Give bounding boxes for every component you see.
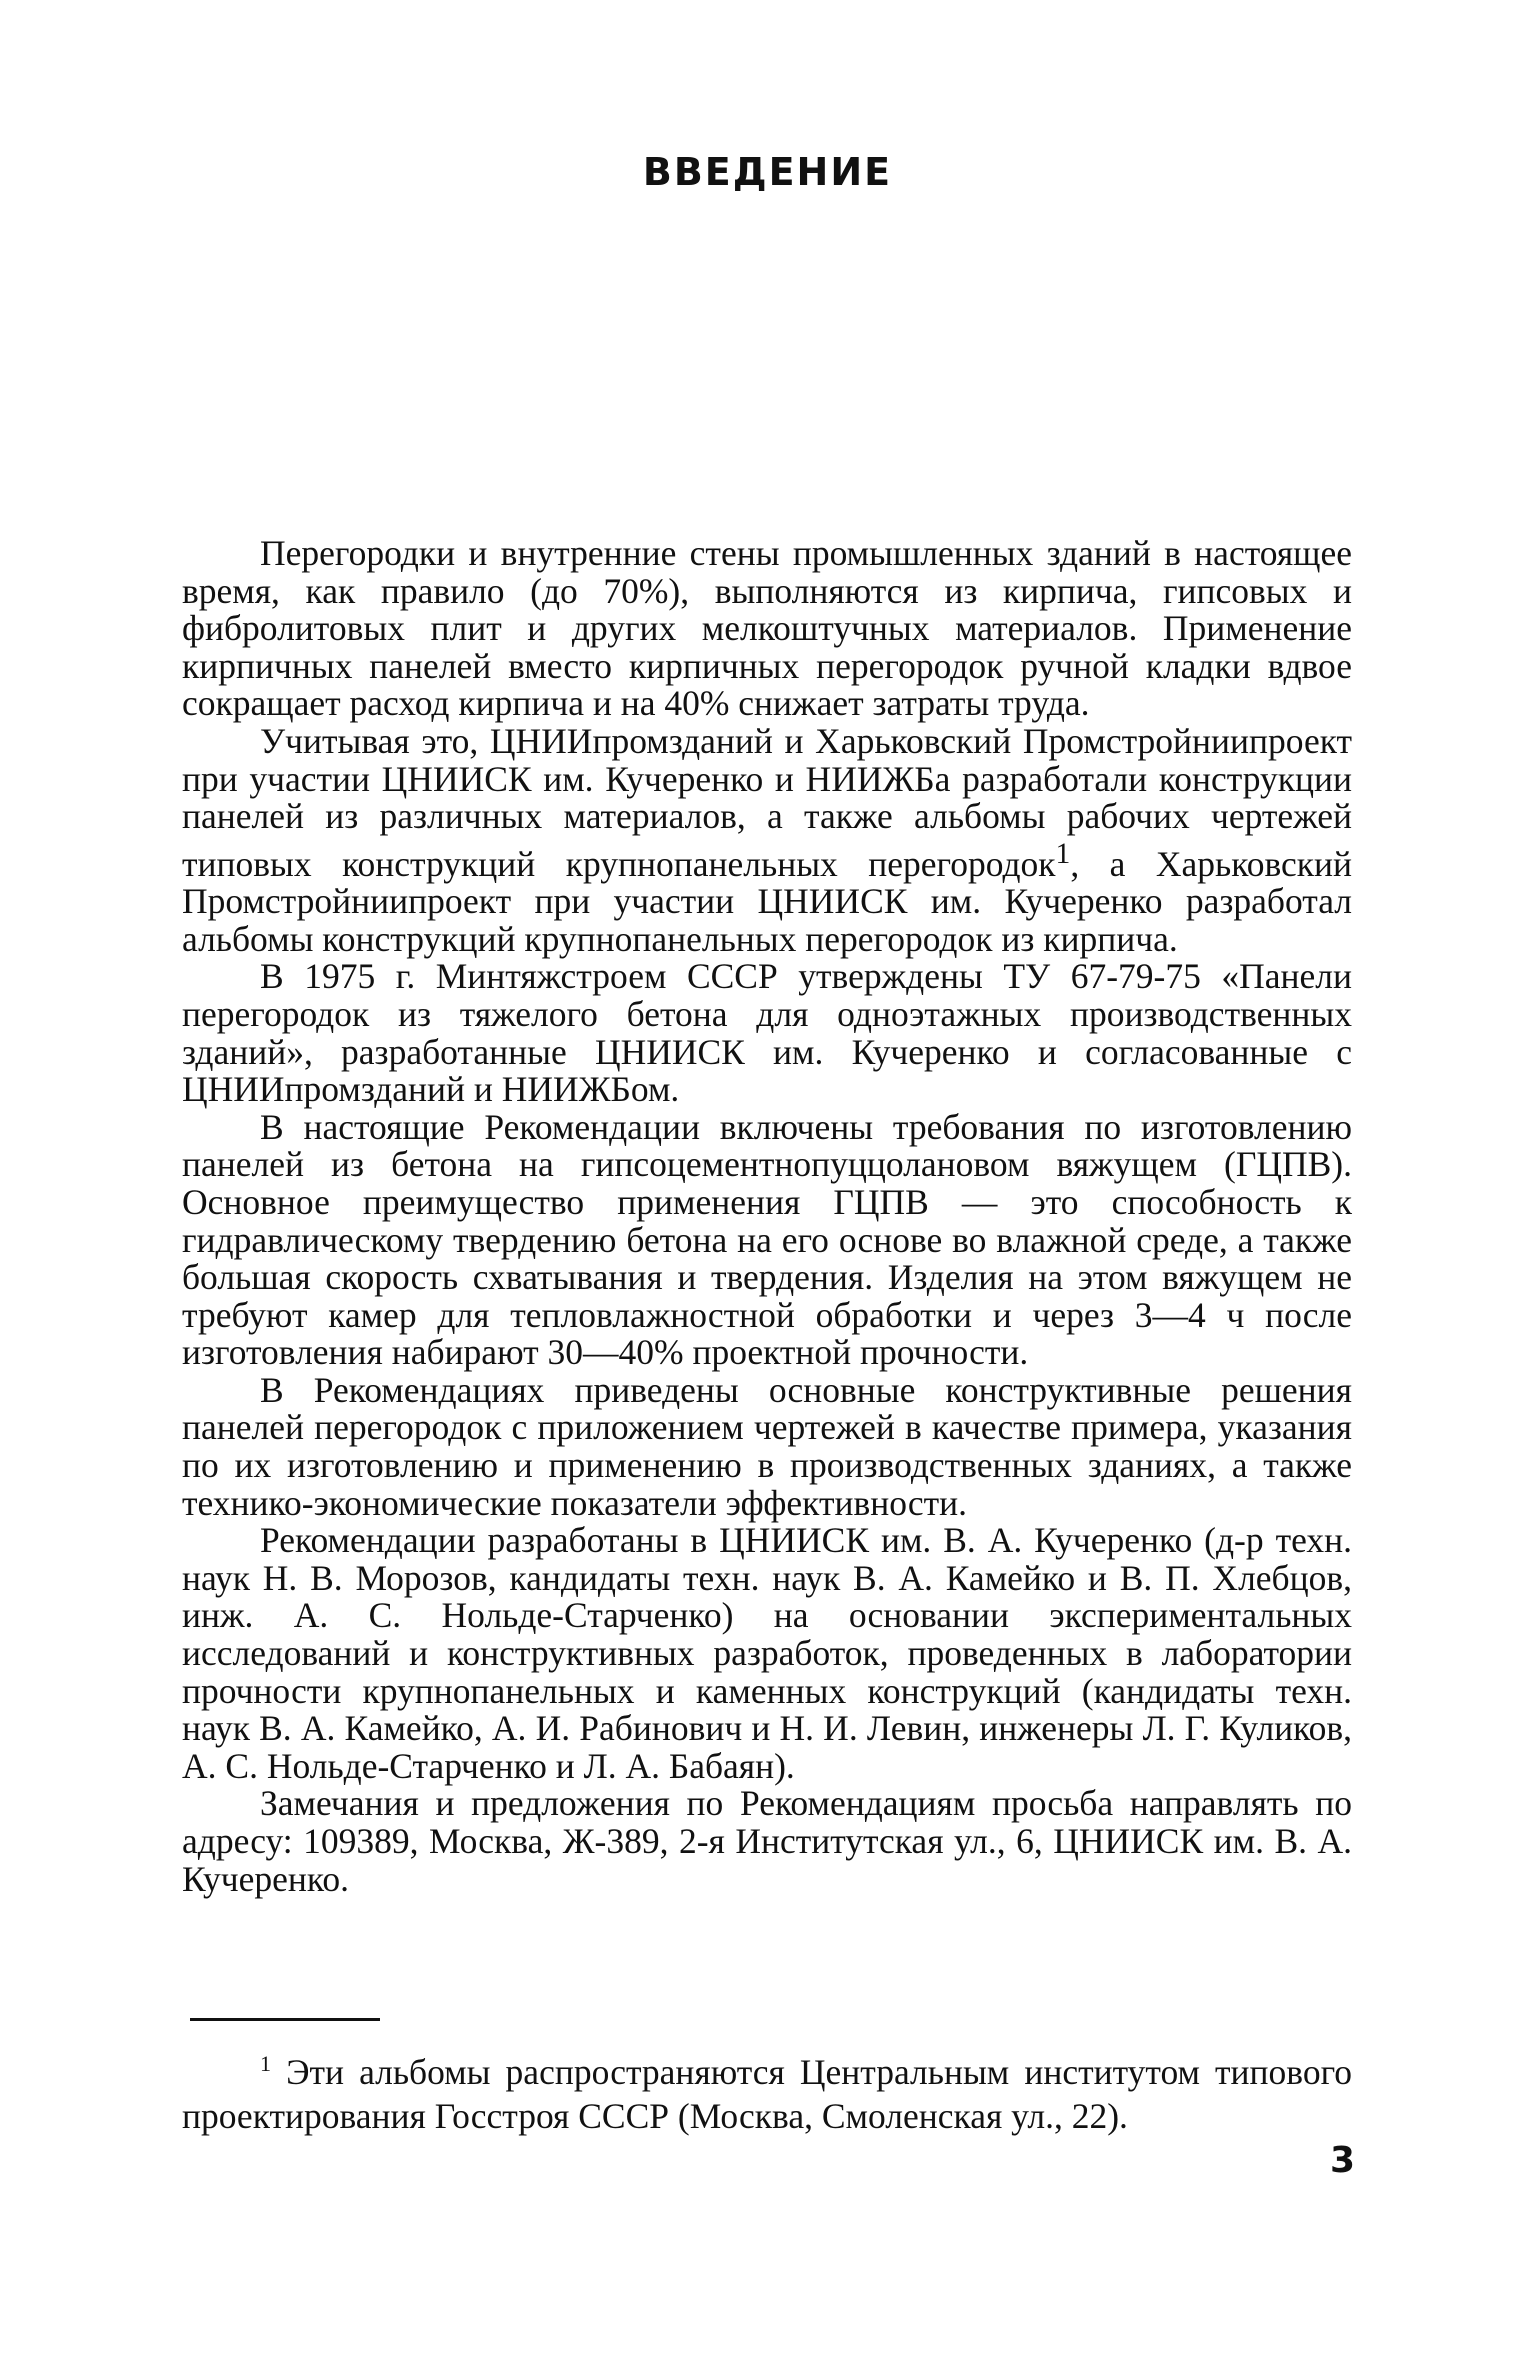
page-number: 3 (1329, 2140, 1355, 2181)
footnote-marker: 1 (260, 2051, 271, 2077)
paragraph-1: Перегородки и внутренние стены промышленных зданий в настоящее время, как правило (до 70%), выполняются из кирпича, гипсовых и фибролитовых плит и других мелкоштучных материалов. Применение кирпичных панелей вместо кирпичных перегородок ручной кладки вдвое сокращает расход кирпича и на 40% снижает затраты труда. (182, 533, 1352, 724)
body-text (182, 535, 1352, 1898)
paragraph-6: Рекомендации разработаны в ЦНИИСК им. В. А. Кучеренко (д-р техн. наук Н. В. Морозов, кандидаты техн. наук В. А. Камейко и В. П. Хлебцов, инж. А. С. Нольде-Старченко) на основании экспериментальных исследований и конструктивных разработок, проведенных в лаборатории прочности крупнопанельных и каменных конструкций (кандидаты техн. наук В. А. Камейко, А. И. Рабинович и Н. И. Левин, инженеры Л. Г. Куликов, А. С. Нольде-Старченко и Л. А. Бабаян). (182, 1520, 1352, 1786)
footnote-divider (190, 2018, 380, 2021)
footnote-text: Эти альбомы распространяются Центральным институтом типового проектирования Госстроя СССР (Москва, Смоленская ул., 22). (182, 2052, 1352, 2136)
paragraph-2-start: Учитывая это, ЦНИИпромзданий и Харьковский Промстройниипроект при участии ЦНИИСК им. Кучеренко и НИИЖБа разработали конструкции панелей из различных материалов, а также альбомы рабочих чертежей типовых конструкций крупнопанельных перегородок (182, 720, 1352, 884)
footnote-reference: 1 (1055, 837, 1071, 870)
paragraph-5: В Рекомендациях приведены основные конструктивные решения панелей перегородок с приложением чертежей в качестве примера, указания по их изготовлению и применению в производственных зданиях, а также технико-экономические показатели эффективности. (182, 1369, 1352, 1523)
paragraph-3: В 1975 г. Минтяжстроем СССР утверждены ТУ 67-79-75 «Панели перегородок из тяжелого бетона для одноэтажных производственных зданий», разработанные ЦНИИСК им. Кучеренко и согласованные с ЦНИИпромзданий и НИИЖБом. (182, 956, 1352, 1110)
paragraph-4: В настоящие Рекомендации включены требования по изготовлению панелей из бетона на гипсоцементнопуццолановом вяжущем (ГЦПВ). Основное преимущество применения ГЦПВ — это способность к гидравлическому твердению бетона на его основе во влажной среде, а также большая скорость схватывания и твердения. Изделия на этом вяжущем не требуют камер для тепловлажностной обработки и через 3—4 ч после изготовления набирают 30—40% проектной прочности. (182, 1106, 1352, 1373)
paragraph-7: Замечания и предложения по Рекомендациям просьба направлять по адресу: 109389, Москва, Ж-389, 2-я Институтская ул., 6, ЦНИИСК им. В. А. Кучеренко. (182, 1783, 1352, 1899)
page-title: ВВЕДЕНИЕ (642, 150, 893, 194)
paragraph-2-end: , а Харьковский Промстройниипроект при участии ЦНИИСК им. Кучеренко разработал альбомы конструкций крупнопанельных перегородок из кирпича. (182, 843, 1352, 959)
footnote (182, 2050, 1352, 2138)
paragraph-2 (182, 720, 1352, 959)
